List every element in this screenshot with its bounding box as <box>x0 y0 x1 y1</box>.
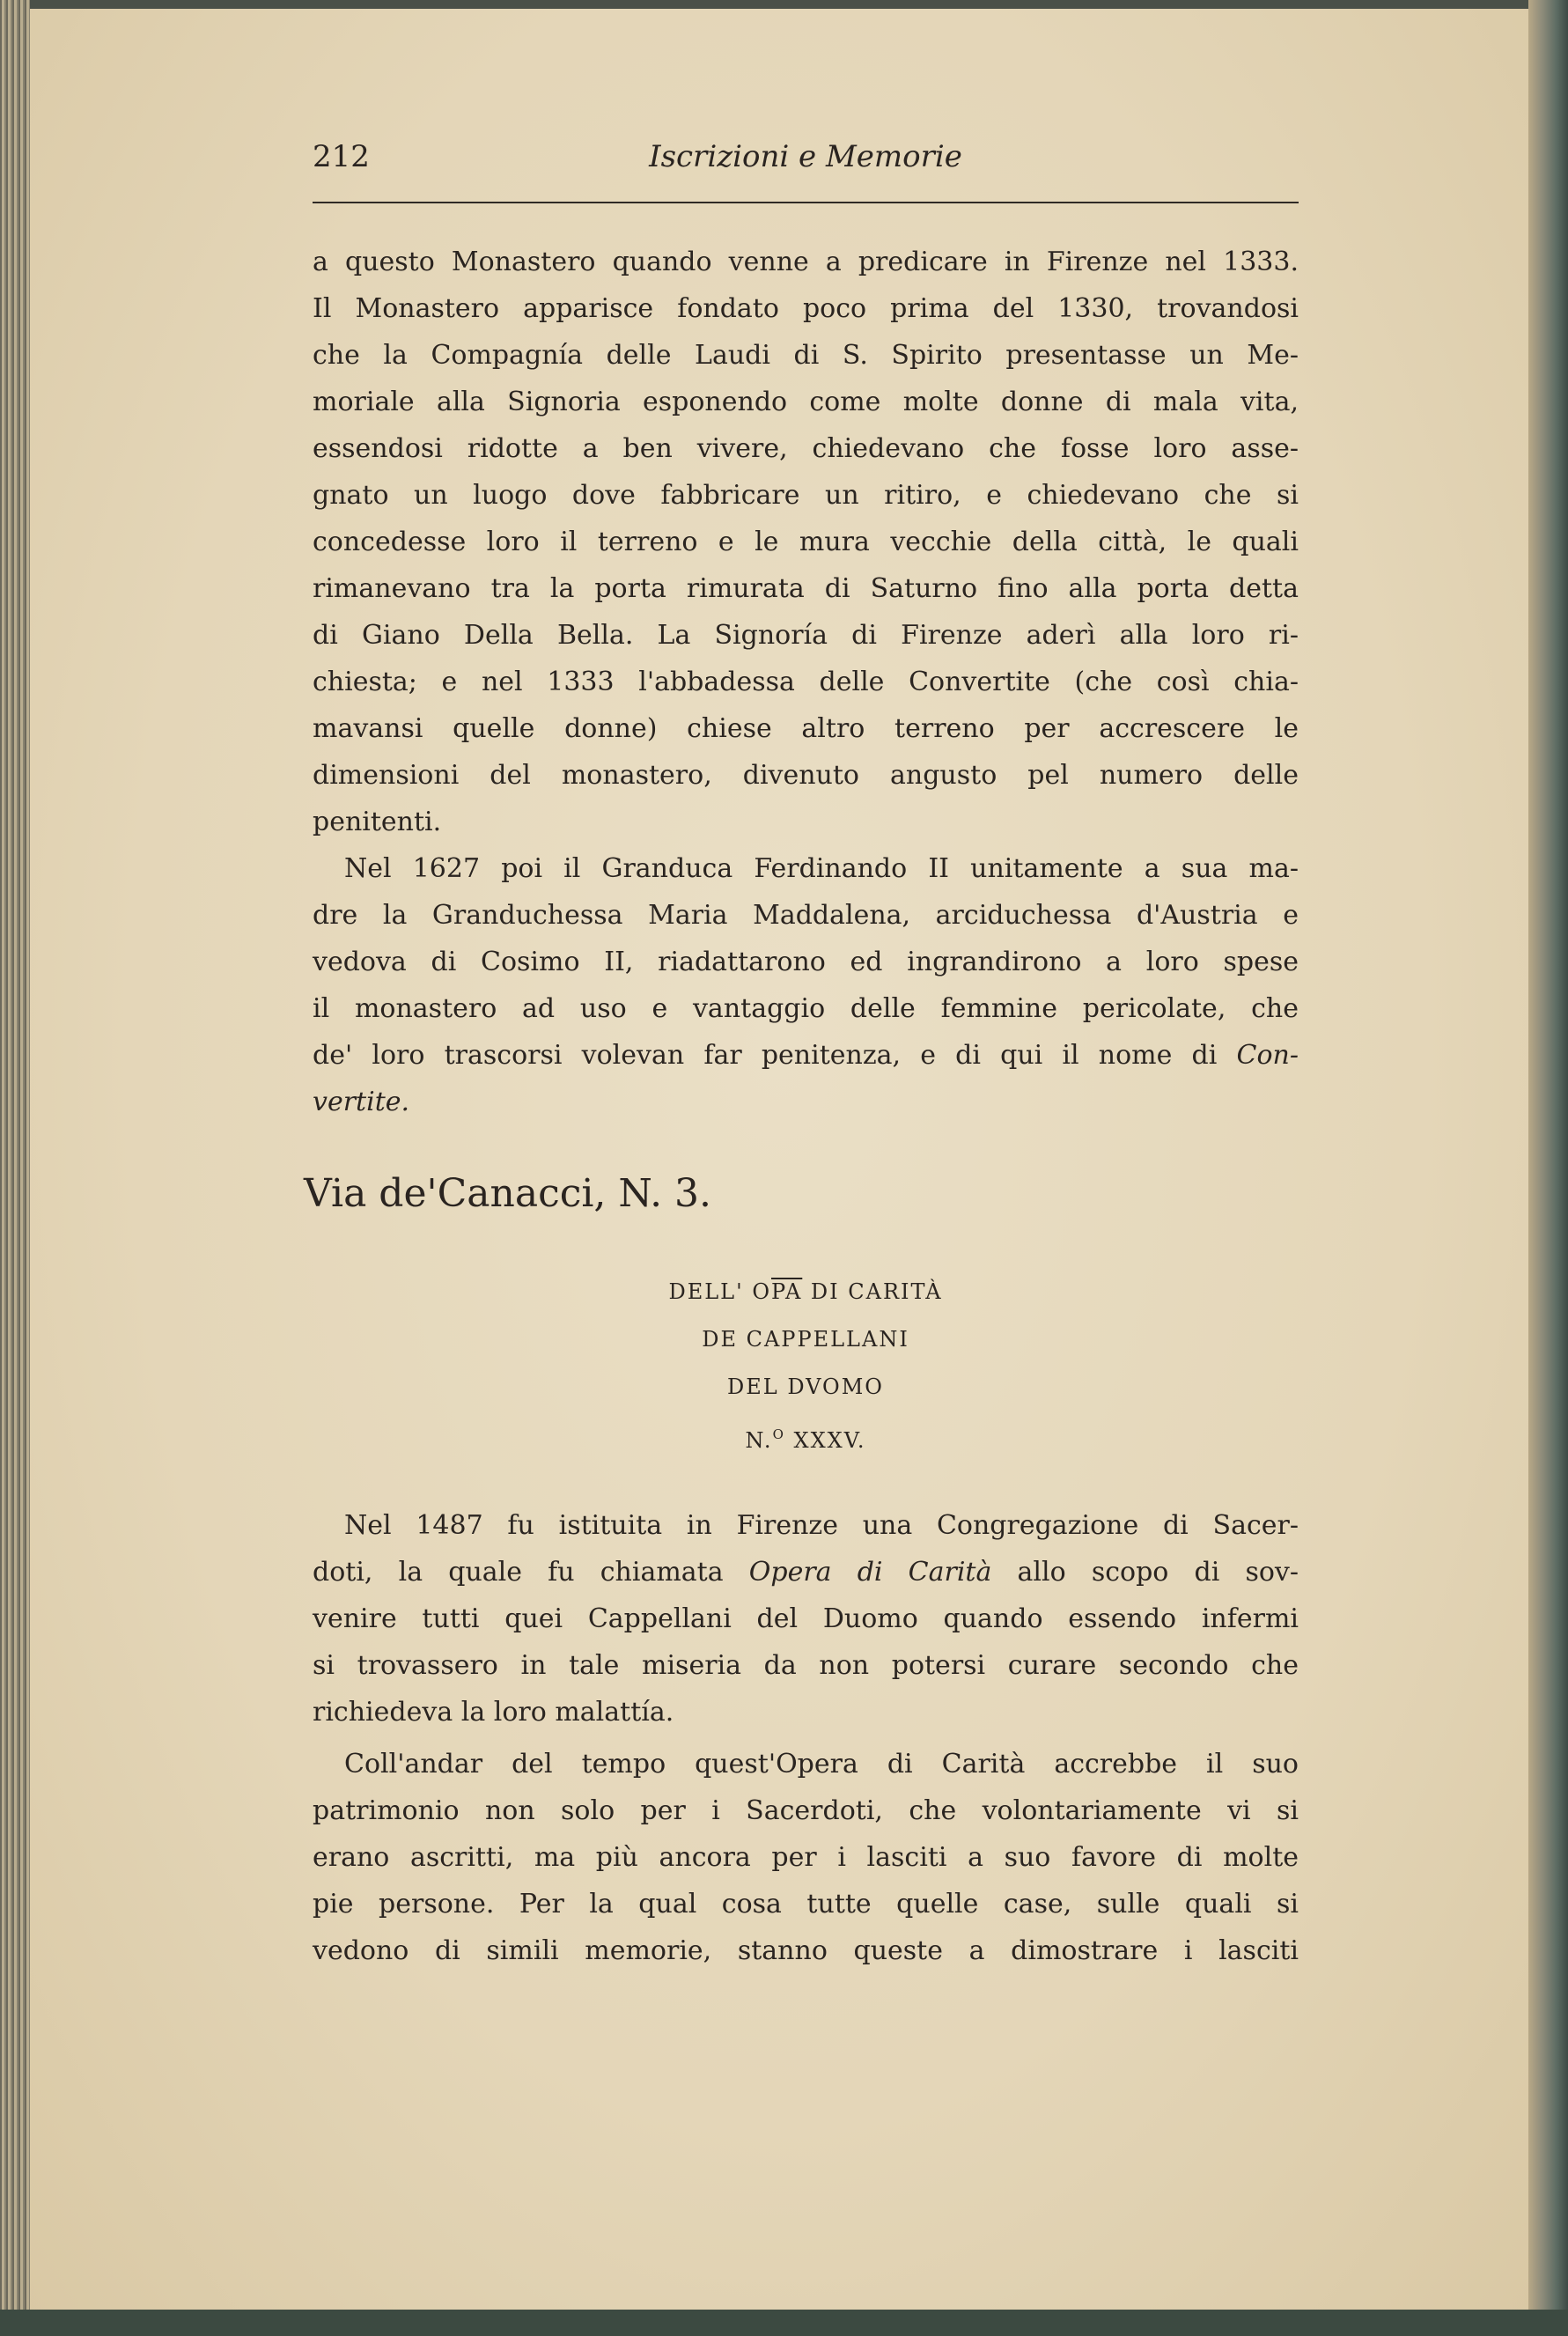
text-run: vedono di simili memorie, stanno queste a dimostrare i lasciti <box>313 1935 1299 1966</box>
text-line <box>313 1927 1299 1974</box>
text-run: richiedeva la loro malattía. <box>313 1697 674 1728</box>
inscription-line-2: DE CAPPELLANI <box>702 1327 909 1352</box>
italic-text: Opera di Carità <box>748 1557 992 1588</box>
text-run: a questo Monastero quando venne a predicare in Firenze nel 1333. <box>313 247 1299 277</box>
inscription <box>313 1268 1299 1458</box>
header-rule <box>313 202 1299 203</box>
text-run: Nel 1487 fu istituita in Firenze una Congregazione di Sacer- <box>344 1510 1299 1541</box>
text-line <box>313 612 1299 659</box>
text-line <box>313 1079 1299 1125</box>
text-line <box>313 565 1299 612</box>
text-run: si trovassero in tale miseria da non potersi curare secondo che <box>313 1650 1299 1681</box>
inscription-line-3: DEL DVOMO <box>727 1374 884 1399</box>
text-line <box>313 1741 1299 1787</box>
text-run: rimanevano tra la porta rimurata di Saturno fino alla porta detta <box>313 573 1299 604</box>
text-line <box>313 1642 1299 1689</box>
text-line <box>313 1834 1299 1881</box>
page-number: 212 <box>313 139 370 174</box>
text-run: patrimonio non solo per i Sacerdoti, che volontariamente vi si <box>313 1795 1299 1826</box>
page-stack-edge <box>0 0 30 2336</box>
text-run: essendosi ridotte a ben vivere, chiedevano che fosse loro asse- <box>313 433 1299 464</box>
book-binding-edge <box>1528 0 1568 2336</box>
text-line <box>313 379 1299 425</box>
text-run: il monastero ad uso e vantaggio delle femmine pericolate, che <box>313 993 1299 1024</box>
inscription-line-1 <box>313 1268 1299 1315</box>
scan-bottom-edge <box>0 2310 1568 2336</box>
inscription-text: DELL' O <box>668 1279 771 1304</box>
abbreviation-mark: $\overline{PA}$ <box>771 1279 803 1304</box>
inscription-line-4 <box>313 1411 1299 1458</box>
text-run: di Giano Della Bella. La Signoría di Firenze aderì alla loro ri- <box>313 620 1299 651</box>
text-run: Il Monastero apparisce fondato poco prima del 1330, trovandosi <box>313 293 1299 324</box>
text-line <box>313 425 1299 472</box>
text-run: doti, la quale fu chiamata <box>313 1557 749 1588</box>
text-line <box>313 1502 1299 1549</box>
text-run: chiesta; e nel 1333 l'abbadessa delle Convertite (che così chia- <box>313 667 1299 697</box>
inscription-text: DI CARITÀ <box>802 1279 943 1304</box>
text-run: vedova di Cosimo II, riadattarono ed ingrandirono a loro spese <box>313 947 1299 977</box>
text-run: allo scopo di sov- <box>991 1557 1299 1588</box>
text-line <box>313 752 1299 799</box>
text-line <box>313 892 1299 939</box>
superscript: O <box>772 1426 785 1442</box>
paragraph <box>313 1741 1299 1974</box>
text-line <box>313 1032 1299 1079</box>
text-run: Coll'andar del tempo quest'Opera di Carità accrebbe il suo <box>344 1749 1299 1780</box>
text-run: mavansi quelle donne) chiese altro terreno per accrescere le <box>313 713 1299 744</box>
text-run: che la Compagnía delle Laudi di S. Spirito presentasse un Me- <box>313 340 1299 371</box>
section-heading: Via de'Canacci, N. 3. <box>304 1171 712 1216</box>
text-line <box>313 1787 1299 1834</box>
text-line <box>313 1595 1299 1642</box>
text-line <box>313 845 1299 892</box>
text-line <box>313 1549 1299 1595</box>
text-run: concedesse loro il terreno e le mura vecchie della città, le quali <box>313 527 1299 557</box>
inscription-text: XXXV. <box>784 1428 866 1453</box>
text-run: gnato un luogo dove fabbricare un ritiro, e chiedevano che si <box>313 480 1299 511</box>
paragraph <box>313 1502 1299 1735</box>
italic-text: vertite. <box>313 1087 410 1117</box>
text-line <box>313 239 1299 285</box>
paragraph <box>313 239 1299 845</box>
text-line <box>313 939 1299 985</box>
body-text-section-2 <box>313 1502 1299 1974</box>
text-line <box>313 659 1299 705</box>
text-line <box>313 332 1299 379</box>
text-run: Nel 1627 poi il Granduca Ferdinando II unitamente a sua ma- <box>344 853 1299 884</box>
text-line <box>313 1881 1299 1927</box>
running-title: Iscrizioni e Memorie <box>649 139 962 174</box>
text-run: de' loro trascorsi volevan far penitenza, e di qui il nome di <box>313 1040 1237 1071</box>
text-run: venire tutti quei Cappellani del Duomo quando essendo infermi <box>313 1603 1299 1634</box>
text-run: penitenti. <box>313 807 442 837</box>
running-header <box>313 139 1299 183</box>
text-run: dimensioni del monastero, divenuto angusto pel numero delle <box>313 760 1299 791</box>
text-line <box>313 799 1299 845</box>
text-line <box>313 285 1299 332</box>
text-run: dre la Granduchessa Maria Maddalena, arciduchessa d'Austria e <box>313 900 1299 931</box>
paragraph <box>313 845 1299 1125</box>
inscription-text: N. <box>745 1428 773 1453</box>
text-run: pie persone. Per la qual cosa tutte quelle case, sulle quali si <box>313 1889 1299 1920</box>
body-text-section-1 <box>313 239 1299 1125</box>
text-line <box>313 705 1299 752</box>
text-line <box>313 472 1299 519</box>
text-line <box>313 985 1299 1032</box>
text-line <box>313 1689 1299 1735</box>
text-line <box>313 519 1299 565</box>
text-run: erano ascritti, ma più ancora per i lasciti a suo favore di molte <box>313 1842 1299 1873</box>
text-run: moriale alla Signoria esponendo come molte donne di mala vita, <box>313 387 1299 417</box>
italic-text: Con- <box>1236 1040 1299 1071</box>
